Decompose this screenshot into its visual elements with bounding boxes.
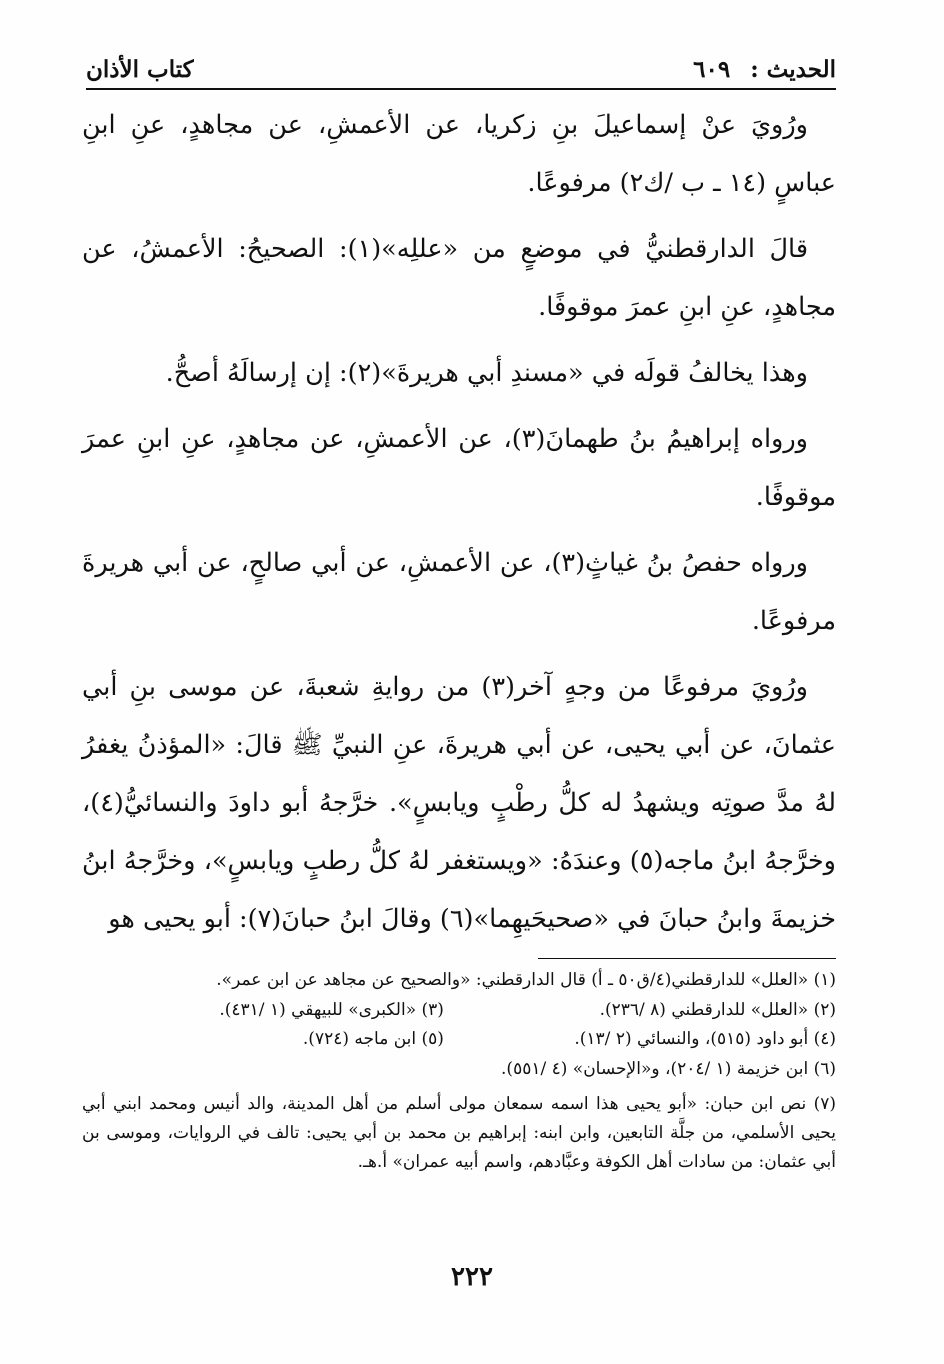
book-title: كتاب الأذان xyxy=(86,56,194,83)
hadith-reference xyxy=(693,56,836,83)
paragraph-4: ورواه إبراهيمُ بنُ طهمانَ(٣)، عن الأعمشِ، عن مجاهدٍ، عنِ ابنِ عمرَ موقوفًا. xyxy=(82,424,836,512)
footnote-divider xyxy=(538,958,836,959)
footnote-4: (٤) أبو داود (٥١٥)، والنسائي (٢ /١٣). xyxy=(574,1029,836,1049)
footnote-7: (٧) نص ابن حبان: «أبو يحيى هذا اسمه سمعان مولى أسلم من أهل المدينة، والد أنيس ومحمد ابني أبي يحيى الأسلمي، من جلَّة التابعين، وابن ابنه: إبراهيم بن محمد بن أبي يحيى: تالف في الروايات، وموسى بن أبي عثمان: من سادات أهل الكوفة وعبَّادهم، واسم أبيه عمران» أ.هـ. xyxy=(82,1094,836,1172)
footnote-1: (١) «العلل» للدارقطني(٤/ق٥٠ ـ أ) قال الدارقطني: «والصحيح عن مجاهد عن ابن عمر». xyxy=(216,970,836,990)
hadith-label: الحديث : xyxy=(750,56,836,83)
footnote-5: (٥) ابن ماجه (٧٢٤). xyxy=(302,1029,444,1049)
running-header xyxy=(86,52,836,90)
footnote-6: (٦) ابن خزيمة (١ /٢٠٤)، و«الإحسان» (٤ /٥٥١). xyxy=(501,1058,836,1079)
page-number: ٢٢٢ xyxy=(451,1262,493,1292)
paragraph-5: ورواه حفصُ بنُ غياثٍ(٣)، عن الأعمشِ، عن أبي صالحٍ، عن أبي هريرةَ مرفوعًا. xyxy=(82,548,836,636)
footnote-3: (٣) «الكبرى» للبيهقي (١ /٤٣١). xyxy=(219,999,444,1020)
footnotes xyxy=(82,966,836,1177)
footnote-2: (٢) «العلل» للدارقطني (٨ /٢٣٦). xyxy=(599,999,836,1020)
footnote-row-4-5 xyxy=(82,1025,836,1055)
paragraph-1: ورُويَ عنْ إسماعيلَ بنِ زكريا، عن الأعمشِ، عن مجاهدٍ، عنِ ابنِ عباسٍ (١٤ ـ ب /ك٢) مرفوعًا. xyxy=(82,110,836,198)
paragraph-6: ورُويَ مرفوعًا من وجهٍ آخر(٣) من روايةِ شعبةَ، عن موسى بنِ أبي عثمانَ، عن أبي يحيى، عن أبي هريرةَ، عنِ النبيِّ ﷺ قالَ: «المؤذنُ يغفرُ لهُ مدَّ صوتِه ويشهدُ له كلُّ رطْبٍ ويابسٍ». خرَّجهُ أبو داودَ والنسائيُّ(٤)، وخرَّجهُ ابنُ ماجه(٥) وعندَهُ: «ويستغفر لهُ كلُّ رطبٍ ويابسٍ»، وخرَّجهُ ابنُ خزيمةَ وابنُ حبانَ في «صحيحَيهِما»(٦) وقالَ ابنُ حبانَ(٧): أبو يحيى هو xyxy=(82,672,837,934)
paragraph-2: قالَ الدارقطنيُّ في موضعٍ من «عللِه»(١): الصحيحُ: الأعمشُ، عن مجاهدٍ، عنِ ابنِ عمرَ موقوفًا. xyxy=(82,234,836,322)
paragraph-3: وهذا يخالفُ قولَه في «مسندِ أبي هريرةَ»(٢): إن إرسالَهُ أصحُّ. xyxy=(165,358,808,388)
hadith-number: ٦٠٩ xyxy=(693,56,731,83)
main-text xyxy=(82,96,836,956)
footnote-row-2-3 xyxy=(82,996,836,1026)
